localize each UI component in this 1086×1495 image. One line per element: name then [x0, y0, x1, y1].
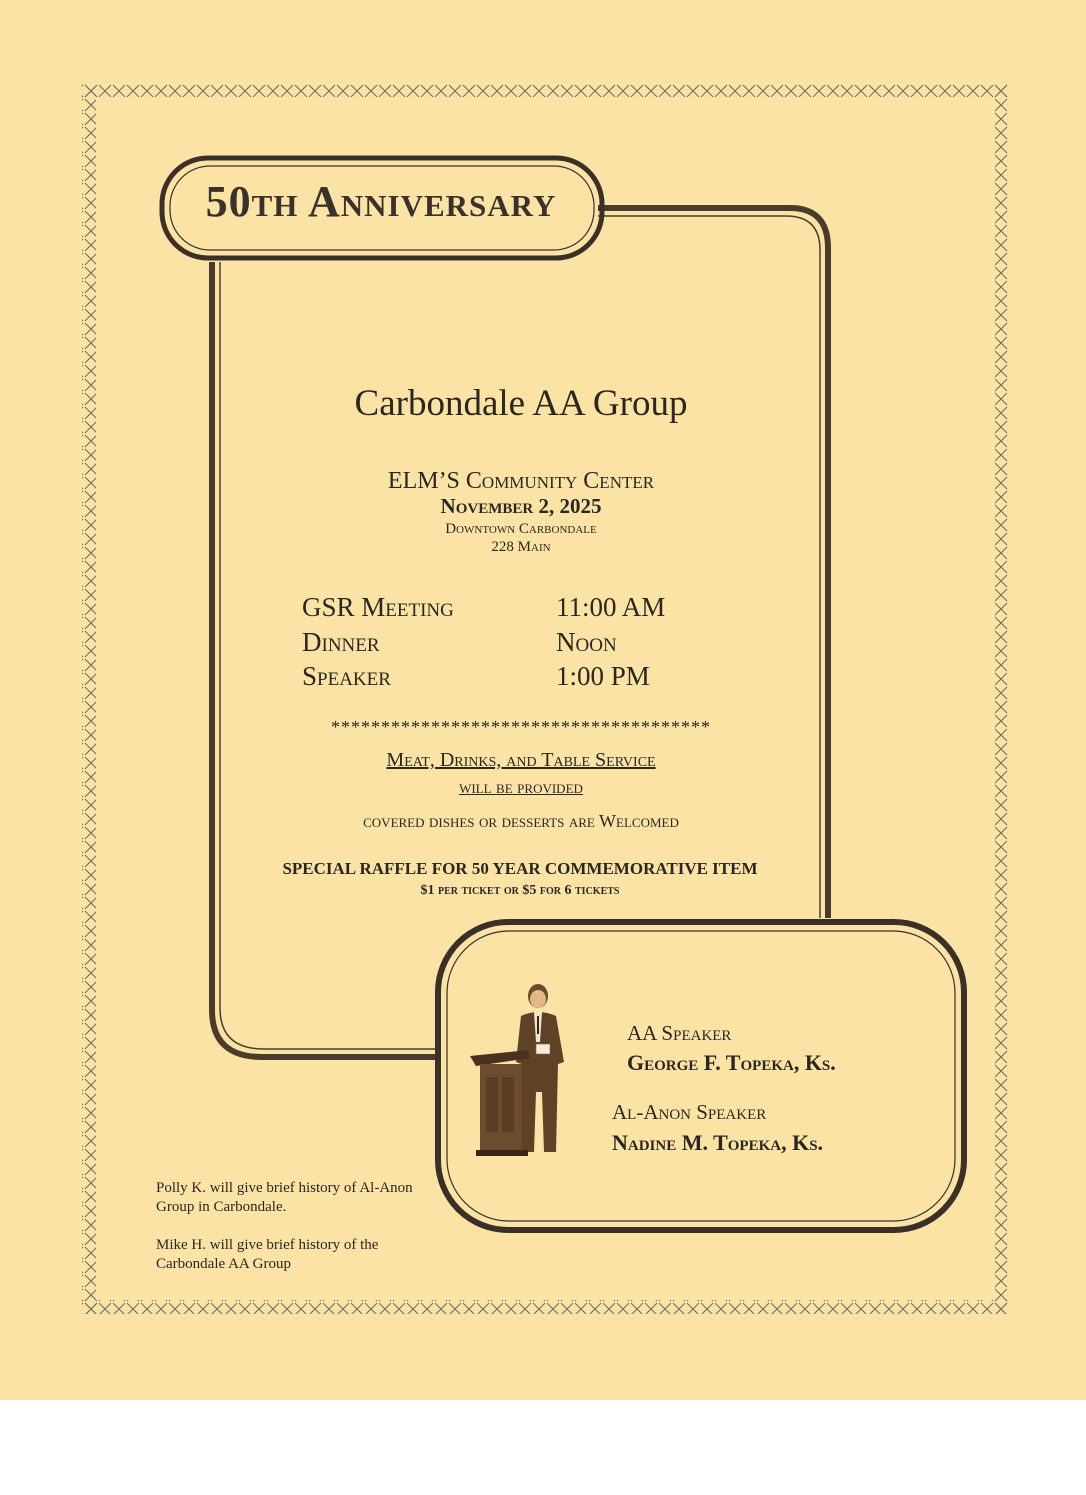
aa-speaker-name: George F. Topeka, Ks. — [627, 1050, 836, 1075]
schedule-time: 11:00 AM — [556, 592, 666, 622]
alanon-speaker-name: Nadine M. Topeka, Ks. — [612, 1130, 824, 1155]
border-left — [82, 84, 96, 1314]
speaker-at-podium-icon — [466, 982, 576, 1167]
schedule-label: GSR Meeting — [302, 592, 454, 622]
history-note-alanon: Polly K. will give brief history of Al-Anon Group in Carbondale. — [156, 1180, 413, 1215]
schedule-time: Noon — [556, 627, 617, 657]
border-right — [994, 84, 1008, 1314]
border-top — [82, 84, 1008, 98]
group-name: Carbondale AA Group — [354, 383, 688, 424]
provided-line-1: Meat, Drinks, and Table Service — [386, 749, 656, 771]
provided-line-2: will be provided — [459, 777, 583, 797]
history-note-aa: Mike H. will give brief history of the Carbondale AA Group — [156, 1237, 379, 1272]
covered-dishes-note: covered dishes or desserts are Welcomed — [363, 811, 679, 831]
alanon-speaker-label: Al-Anon Speaker — [612, 1100, 767, 1124]
schedule-time: 1:00 PM — [556, 661, 650, 691]
raffle-heading: SPECIAL RAFFLE FOR 50 YEAR COMMEMORATIVE ITEM — [282, 859, 758, 878]
star-divider: ************************************** — [331, 717, 711, 737]
venue-area: Downtown Carbondale — [445, 521, 597, 537]
ticket-price: $1 per ticket or $5 for 6 tickets — [420, 883, 620, 898]
anniversary-title: 50th Anniversary — [205, 177, 557, 226]
venue-address: 228 Main — [491, 539, 551, 555]
schedule-label: Dinner — [302, 627, 380, 657]
aa-speaker-label: AA Speaker — [627, 1021, 732, 1045]
event-date: November 2, 2025 — [440, 494, 602, 518]
venue-name: ELM’S Community Center — [387, 468, 655, 494]
border-bottom — [82, 1300, 1008, 1314]
schedule-label: Speaker — [302, 661, 391, 691]
